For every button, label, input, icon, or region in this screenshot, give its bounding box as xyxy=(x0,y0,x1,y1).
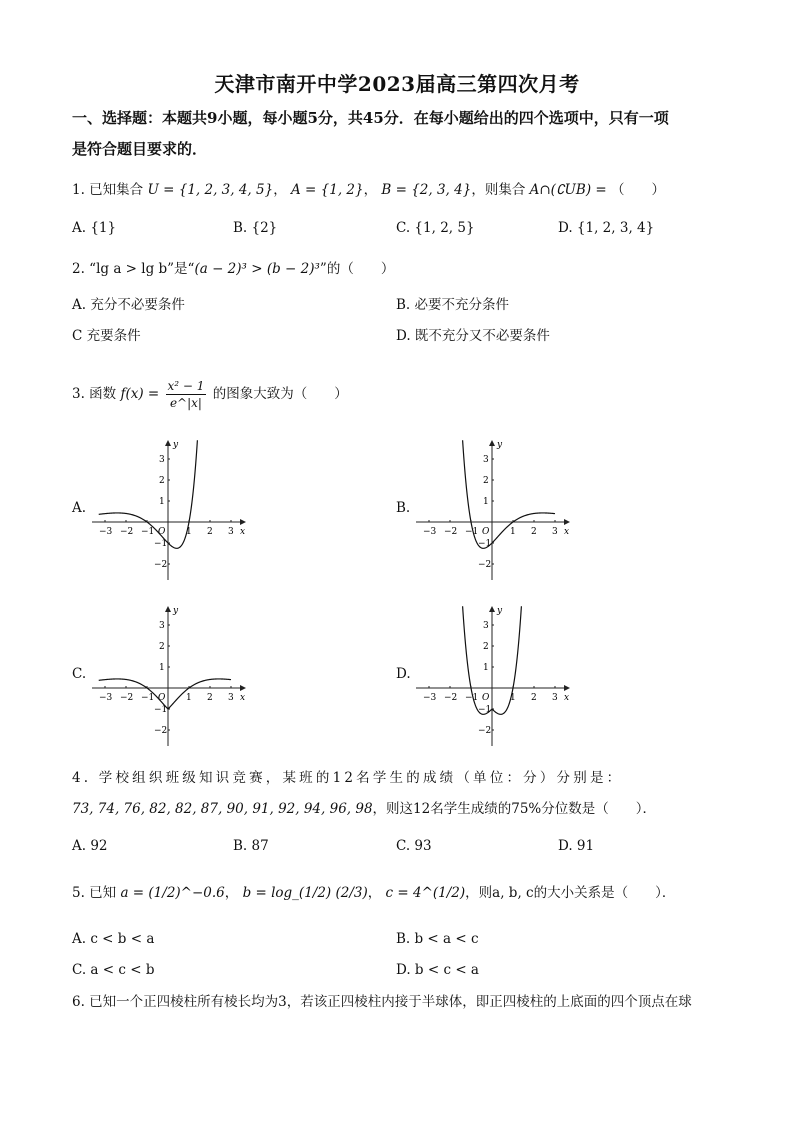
q4-suffix: ，则这12名学生成绩的75%分位数是（ ）． xyxy=(372,801,656,817)
q4-option-b[interactable]: B. 87 xyxy=(233,838,269,854)
q2-stem-c: ”的（ ） xyxy=(319,261,395,277)
q1-set-b: B = {2, 3, 4} xyxy=(381,182,472,198)
q5-b-expression: b = log_(1/2) (2/3) xyxy=(242,885,368,901)
x-tick-label: −3 xyxy=(99,693,113,703)
y-axis-label: y xyxy=(173,440,179,450)
y-tick-label: 3 xyxy=(159,621,165,631)
x-axis-arrow xyxy=(564,685,570,691)
q5-option-d[interactable]: D. b < c < a xyxy=(396,962,479,978)
y-tick-label: 2 xyxy=(159,642,165,652)
y-tick-label: −2 xyxy=(478,560,492,570)
question-6-line1: 6. 已知一个正四棱柱所有棱长均为3，若该正四棱柱内接于半球体，即正四棱柱的上底面的四个顶点在球 xyxy=(72,994,692,1010)
q5-option-c[interactable]: C. a < c < b xyxy=(72,962,155,978)
y-tick-label: 2 xyxy=(483,642,489,652)
y-tick-label: 1 xyxy=(483,497,489,507)
q3-fraction xyxy=(166,378,207,411)
x-tick-label: −1 xyxy=(465,527,479,537)
q5-option-a[interactable]: A. c < b < a xyxy=(72,931,155,947)
question-2 xyxy=(72,259,394,279)
q3-graph-b[interactable] xyxy=(412,436,574,584)
y-tick-label: 1 xyxy=(159,663,165,673)
q3-option-c-label[interactable]: C. xyxy=(72,666,87,682)
y-axis-arrow xyxy=(489,440,495,446)
x-tick-label: 2 xyxy=(531,527,537,537)
y-axis-arrow xyxy=(165,440,171,446)
q5-a-expression: a = (1/2)^−0.6 xyxy=(120,885,225,901)
q3-suffix: 的图象大致为（ ） xyxy=(212,386,348,402)
y-axis-arrow xyxy=(165,606,171,612)
y-tick-label: 1 xyxy=(159,497,165,507)
section-heading-line1: 一、选择题：本题共9小题，每小题5分，共45分．在每小题给出的四个选项中，只有一项 xyxy=(72,109,669,127)
q2-option-a[interactable]: A. 充分不必要条件 xyxy=(72,297,185,313)
q1-blank: （ ） xyxy=(611,182,666,198)
q5-prefix: 5. 已知 xyxy=(72,885,117,901)
x-tick-label: −2 xyxy=(444,693,458,703)
q1-option-c[interactable]: C. {1, 2, 5} xyxy=(396,220,475,236)
x-tick-label: 1 xyxy=(510,527,516,537)
q3-option-b-label[interactable]: B. xyxy=(396,500,411,516)
y-axis-label: y xyxy=(497,606,503,616)
x-tick-label: 3 xyxy=(552,527,558,537)
x-tick-label: 2 xyxy=(207,527,213,537)
q4-option-c[interactable]: C. 93 xyxy=(396,838,432,854)
question-4-line1: 4. 学校组织班级知识竞赛，某班的12名学生的成绩（单位：分）分别是： xyxy=(72,770,624,786)
y-axis-label: y xyxy=(173,606,179,616)
x-tick-label: 1 xyxy=(186,693,192,703)
q1-option-d[interactable]: D. {1, 2, 3, 4} xyxy=(558,220,655,236)
y-tick-label: −1 xyxy=(478,539,492,549)
q4-option-d[interactable]: D. 91 xyxy=(558,838,595,854)
section-heading-line2: 是符合题目要求的． xyxy=(72,140,208,158)
q1-suffix: ，则集合 xyxy=(471,182,526,198)
q3-option-a-label[interactable]: A. xyxy=(72,500,87,516)
y-tick-label: −1 xyxy=(154,705,168,715)
q1-set-u: U = {1, 2, 3, 4, 5} xyxy=(147,182,274,198)
y-axis-arrow xyxy=(489,606,495,612)
q3-option-d-label[interactable]: D. xyxy=(396,666,411,682)
y-axis-label: y xyxy=(497,440,503,450)
y-tick-label: 3 xyxy=(483,621,489,631)
x-tick-label: −1 xyxy=(141,693,155,703)
x-tick-label: 2 xyxy=(531,693,537,703)
q2-stem-b: (a − 2)³ > (b − 2)³ xyxy=(194,261,320,277)
question-1: 1. 已知集合 U = {1, 2, 3, 4, 5}， A = {1, 2}， B = {2, 3, 4}，则集合 A∩(∁UB) = （ ） xyxy=(72,182,666,198)
x-axis-arrow xyxy=(240,519,246,525)
q3-prefix: 3. 函数 xyxy=(72,386,117,402)
x-axis-label: x xyxy=(240,693,246,703)
q3-fx: f(x) = xyxy=(120,386,160,402)
q5-suffix: ，则a, b, c的大小关系是（ ）． xyxy=(465,885,676,901)
q2-option-d[interactable]: D. 既不充分又不必要条件 xyxy=(396,328,550,344)
page-title: 天津市南开中学2023届高三第四次月考 xyxy=(214,72,580,96)
q1-option-a[interactable]: A. {1} xyxy=(72,220,117,236)
y-tick-label: −2 xyxy=(478,726,492,736)
x-axis-label: x xyxy=(564,527,570,537)
x-tick-label: −1 xyxy=(141,527,155,537)
question-4-line2 xyxy=(72,799,656,819)
y-tick-label: 1 xyxy=(483,663,489,673)
q3-graph-a[interactable] xyxy=(88,436,250,584)
q1-set-a: A = {1, 2} xyxy=(291,182,364,198)
x-axis-label: x xyxy=(564,693,570,703)
x-tick-label: −2 xyxy=(120,527,134,537)
q5-option-b[interactable]: B. b < a < c xyxy=(396,931,479,947)
origin-label: O xyxy=(482,693,490,703)
origin-label: O xyxy=(158,527,166,537)
x-axis-arrow xyxy=(564,519,570,525)
y-tick-label: 3 xyxy=(159,455,165,465)
q1-expression: A∩(∁UB) = xyxy=(529,182,607,198)
y-tick-label: 2 xyxy=(159,476,165,486)
y-tick-label: −1 xyxy=(154,539,168,549)
x-tick-label: −2 xyxy=(120,693,134,703)
x-axis-arrow xyxy=(240,685,246,691)
x-tick-label: 1 xyxy=(510,693,516,703)
y-tick-label: −2 xyxy=(154,726,168,736)
q4-option-a[interactable]: A. 92 xyxy=(72,838,108,854)
origin-label: O xyxy=(158,693,166,703)
origin-label: O xyxy=(482,527,490,537)
x-tick-label: −3 xyxy=(423,693,437,703)
q5-c-expression: c = 4^(1/2) xyxy=(385,885,466,901)
q4-scores: 73, 74, 76, 82, 82, 87, 90, 91, 92, 94, 96, 98 xyxy=(72,801,373,817)
x-tick-label: 1 xyxy=(186,527,192,537)
question-3 xyxy=(72,376,348,412)
q1-option-b[interactable]: B. {2} xyxy=(233,220,278,236)
x-tick-label: −2 xyxy=(444,527,458,537)
q3-numerator: x² − 1 xyxy=(167,379,205,393)
x-tick-label: 3 xyxy=(552,693,558,703)
y-tick-label: 2 xyxy=(483,476,489,486)
x-tick-label: 2 xyxy=(207,693,213,703)
q3-graph-c[interactable] xyxy=(88,602,250,750)
x-tick-label: −1 xyxy=(465,693,479,703)
q1-prefix: 1. 已知集合 xyxy=(72,182,144,198)
x-axis-label: x xyxy=(240,527,246,537)
q3-graph-d[interactable] xyxy=(412,602,574,750)
x-tick-label: −3 xyxy=(423,527,437,537)
x-tick-label: 3 xyxy=(228,527,234,537)
y-tick-label: 3 xyxy=(483,455,489,465)
q3-denominator: e^|x| xyxy=(169,396,202,410)
x-tick-label: −3 xyxy=(99,527,113,537)
q2-stem-a: 2. “lg a > lg b”是“ xyxy=(72,261,195,277)
x-tick-label: 3 xyxy=(228,693,234,703)
y-tick-label: −1 xyxy=(478,705,492,715)
question-5: 5. 已知 a = (1/2)^−0.6， b = log_(1/2) (2/3)， c = 4^(1/2)，则a, b, c的大小关系是（ ）． xyxy=(72,885,676,901)
q2-option-b[interactable]: B. 必要不充分条件 xyxy=(396,297,510,313)
q2-option-c[interactable]: C 充要条件 xyxy=(72,328,141,344)
y-tick-label: −2 xyxy=(154,560,168,570)
